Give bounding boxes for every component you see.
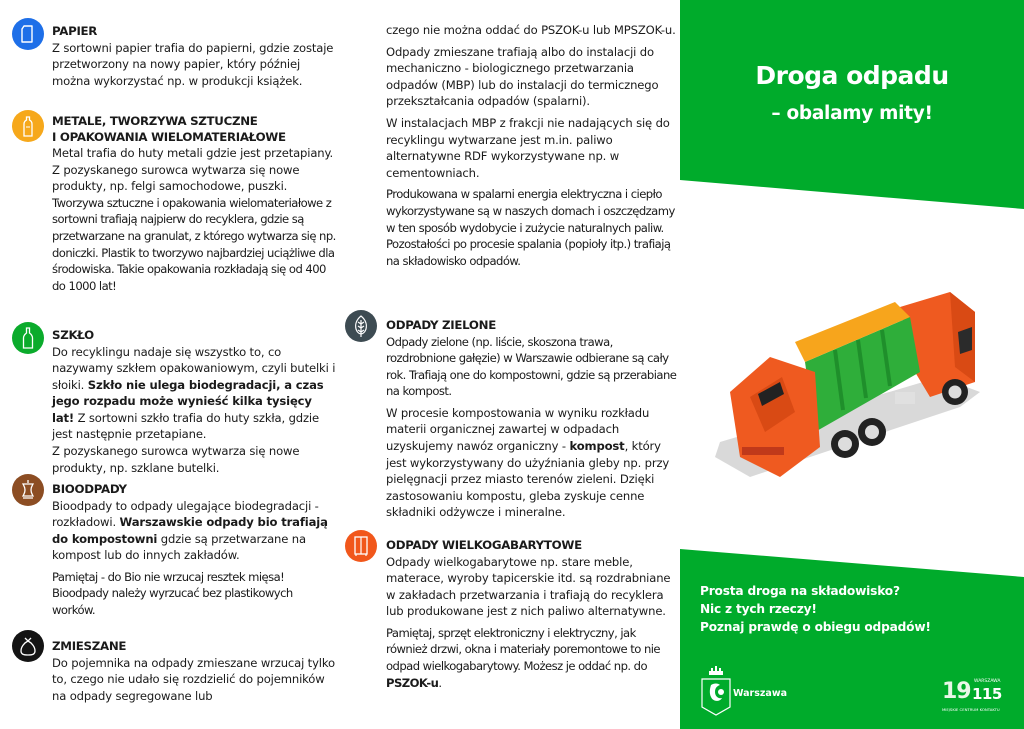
cover-subtitle: – obalamy mity! (771, 103, 933, 124)
section-title: ZMIESZANE (52, 639, 127, 653)
section-title: ODPADY WIELKOGABARYTOWE (386, 538, 582, 552)
warszawa-label: Warszawa (733, 688, 788, 699)
trash-bag-icon (12, 630, 44, 662)
logo-115: 115 (972, 685, 1002, 703)
paragraph (386, 625, 678, 691)
garbage-truck-illustration (710, 282, 1000, 482)
tagline-line-2: Nic z tych rzeczy! (700, 602, 817, 616)
logo-19: 19 (942, 679, 971, 704)
wardrobe-icon (345, 530, 377, 562)
cover-panel (680, 0, 1024, 729)
paper-icon (12, 18, 44, 50)
section-text (52, 328, 337, 476)
section-title-line1: METALE, TWORZYWA SZTUCZNE (52, 114, 258, 128)
bold-text: kompost (569, 439, 625, 454)
paragraph: czego nie można oddać do PSZOK-u lub MPSZOK-u. (386, 23, 676, 37)
paragraph (52, 498, 337, 564)
section-text (386, 318, 678, 521)
paragraph: W instalacjach MBP z frakcji nie nadających się do recyklingu wytwarzane jest m.in. paliwo alternatywne RDF wykorzystywane np. w cementowniach. (386, 115, 670, 180)
paragraph: Produkowana w spalarni energia elektryczna i ciepło wykorzystywane są w naszych domach i oszczędzamy w ten sposób wydobycie i zużycie naturalnych paliw. Pozostałości po procesie spalania (popioły itp.) trafiają na składowisko odpadów. (386, 187, 675, 268)
section-title: PAPIER (52, 24, 98, 38)
text: Bioodpady to odpady ulegające biodegradacji - rozkładowi. (52, 498, 319, 530)
cover-title: Droga odpadu (755, 61, 949, 90)
section-title-line2: I OPAKOWANIA WIELOMATERIAŁOWE (52, 129, 286, 144)
text: Do recyklingu nadaje się wszystko to, co nazywamy szkłem opakowaniowym, czyli butelki i słoiki. (52, 344, 336, 392)
paragraph (52, 344, 337, 444)
paragraph: Metal trafia do huty metali gdzie jest przetapiany. Z pozyskanego surowca wytwarza się nowe produkty, np. felgi samochodowe, puszki. (52, 146, 334, 194)
tagline-line-1: Prosta droga na składowisko? (700, 584, 900, 598)
section-text (52, 114, 337, 294)
paragraph: Z pozyskanego surowca wytwarza się nowe produkty, np. szklane butelki. (52, 444, 300, 475)
text: Z sortowni szkło trafia do huty szkła, gdzie jest następnie przetapiane. (52, 410, 319, 442)
paragraph: Odpady zielone (np. liście, skoszona trawa, rozdrobnione gałęzie) w Warszawie odbierane są cały rok. Trafiają one do kompostowni, gdzie są przerabiane na kompost. (386, 334, 677, 399)
section-title: ODPADY ZIELONE (386, 318, 496, 332)
tagline-line-3: Poznaj prawdę o obiegu odpadów! (700, 620, 931, 634)
text: , który jest wykorzystywany do użyźniania gleby np. przy pielęgnacji przez miasto terenów zieleni. Dzięki zastosowaniu kompostu, gleba zyskuje cenne składniki odżywcze i mineralne. (386, 439, 670, 520)
paragraph: Tworzywa sztuczne i opakowania wielomateriałowe z sortowni trafiają najpierw do recyklera, gdzie są przetwarzane na granulat, z którego wytwarza się np. doniczki. Plastik to tworzywo najbardziej uciążliwe dla środowiska. Takie opakowania rozkładają się od 400 do 1000 lat! (52, 195, 336, 293)
bold-text: PSZOK-u (386, 675, 439, 690)
text: Pamiętaj, sprzęt elektroniczny i elektryczny, jak również drzwi, okna i materiały poremontowe to nie odpad wielkogabarytowy. Możesz je oddać np. do (386, 625, 661, 674)
text: W procesie kompostowania w wyniku rozkładu materii organicznej zawartej w odpadach uzyskujemy nawóz organiczny - (386, 405, 650, 454)
logo-warszawa: WARSZAWA (974, 679, 1001, 684)
leaf-icon (345, 310, 377, 342)
glass-bottle-icon (12, 322, 44, 354)
paragraph: Do pojemnika na odpady zmieszane wrzucaj tylko to, czego nie udało się rozdzielić do pojemników na odpady segregowane lub (52, 655, 335, 703)
section-text (386, 538, 678, 691)
section-text (52, 639, 337, 704)
section-title: SZKŁO (52, 328, 94, 342)
paragraph: Odpady zmieszane trafiają albo do instalacji do mechaniczno - biologicznego przetwarzania odpadów (MBP) lub do instalacji do termicznego przekształcania odpadów (spalarni). (386, 44, 659, 109)
section-text (52, 482, 337, 619)
section-text (52, 24, 337, 89)
paragraph: Pamiętaj - do Bio nie wrzucaj resztek mięsa! Bioodpady należy wyrzucać bez plastikowych worków. (52, 569, 293, 618)
text: . (438, 675, 442, 690)
logo-mck: MIEJSKIE CENTRUM KONTAKTU (942, 707, 1000, 712)
text: gdzie są przetwarzane na kompost lub do innych zakładów. (52, 531, 306, 563)
contact-center-19115-logo (942, 679, 1004, 713)
paragraph: Z sortowni papier trafia do papierni, gdzie zostaje przetworzony na nowy papier, który później można wykorzystać np. w produkcji książek. (52, 40, 334, 88)
section-title: BIOODPADY (52, 482, 127, 496)
plastic-bottle-icon (12, 110, 44, 142)
apple-core-icon (12, 474, 44, 506)
section-text (386, 22, 678, 269)
paragraph (386, 405, 678, 521)
bold-text: Szkło nie ulega biodegradacji, a czas jego rozpadu może wynieść kilka tysięcy lat! (52, 377, 324, 425)
warszawa-crest-logo (700, 665, 732, 717)
paragraph: Odpady wielkogabarytowe np. stare meble, materace, wyroby tapicerskie itd. są rozdrabniane w zakładach przetwarzania i trafiają do recyklera lub produkowane jest z nich paliwo alternatywne. (386, 554, 671, 619)
bold-text: Warszawskie odpady bio trafiają do kompostowni (52, 515, 328, 546)
